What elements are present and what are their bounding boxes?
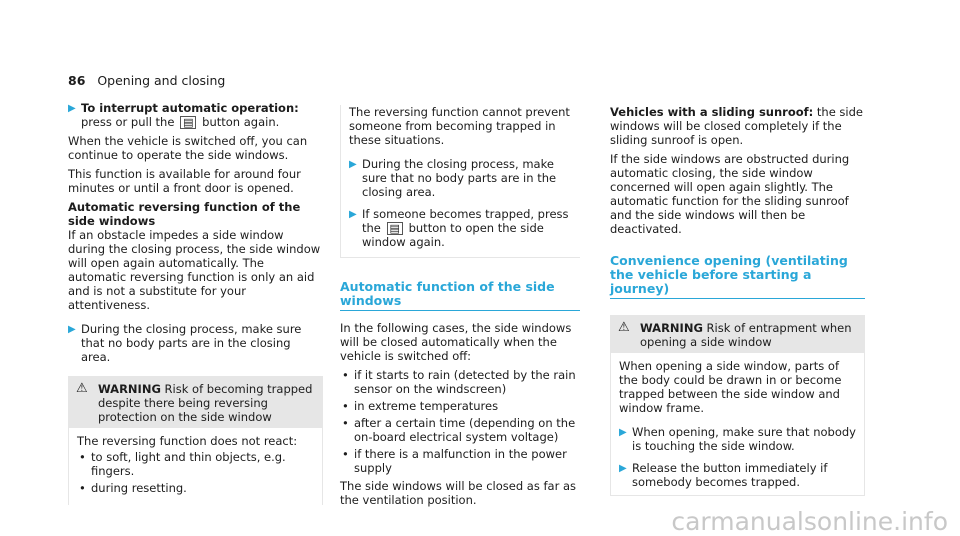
para-availability: This function is available for around four minutes or until a front door is opened.	[68, 167, 301, 195]
convenience-opening-heading: Convenience opening (ventilating the vehicle before starting a journey)	[610, 254, 865, 299]
step-closing-area: ▶ During the closing process, make sure that no body parts are in the closing area.	[68, 322, 302, 364]
arrow-icon: ▶	[68, 103, 76, 114]
arrow-icon: ▶	[349, 209, 357, 220]
column-3	[610, 105, 865, 496]
section-title: Opening and closing	[97, 73, 226, 88]
step-trapped: ▶ If someone becomes trapped, press the ▤ button to open the side window again.	[349, 207, 569, 249]
arrow-icon: ▶	[68, 324, 76, 335]
auto-function-intro: In the following cases, the side windows will be closed automatically when the vehicle is switched off:	[340, 321, 572, 363]
window-switch-icon: ▤	[387, 222, 403, 235]
auto-function-heading: Automatic function of the side windows	[340, 280, 580, 311]
list-item: • during resetting.	[77, 481, 314, 495]
page-header	[68, 74, 225, 88]
arrow-icon: ▶	[349, 159, 357, 170]
auto-reversing-text: If an obstacle impedes a side window during the closing process, the side window will open again automatically. The automatic reversing function is only an aid and is not a substitute for your attentiveness.	[68, 228, 321, 312]
window-switch-icon: ▤	[180, 116, 196, 129]
list-item: • if there is a malfunction in the power supply	[340, 447, 580, 475]
obstructed-text: If the side windows are obstructed during automatic closing, the side window concerned will open again slightly. The automatic function for the sliding sunroof and the side windows will then be deactivated.	[610, 152, 850, 236]
auto-function-list	[340, 368, 580, 475]
column-1	[68, 101, 323, 505]
sunroof-text: Vehicles with a sliding sunroof: the side windows will be closed completely if the sliding sunroof is open.	[610, 105, 863, 147]
warning-triangle-icon: ⚠	[76, 381, 88, 396]
step-interrupt: ▶ To interrupt automatic operation: press or pull the ▤ button again.	[68, 101, 299, 129]
step-closing-area: ▶ During the closing process, make sure that no body parts are in the closing area.	[349, 157, 557, 199]
warning-triangle-icon: ⚠	[618, 320, 630, 335]
list-item: • to soft, light and thin objects, e.g. fingers.	[77, 450, 314, 478]
warning-list	[77, 450, 314, 495]
step-opening: ▶ When opening, make sure that nobody is touching the side window.	[619, 425, 856, 453]
warning-box-trapped: ⚠ WARNING Risk of becoming trapped despite there being reversing protection on the side window The reversing function does not react: • to soft, light and thin objects, e.g. fingers. • during resetting.	[68, 376, 323, 505]
column-2	[340, 105, 580, 512]
list-item: • after a certain time (depending on the on-board electrical system voltage)	[340, 416, 580, 444]
para-switched-off: When the vehicle is switched off, you can continue to operate the side windows.	[68, 134, 308, 162]
auto-reversing-heading: Automatic reversing function of the side windows	[68, 200, 301, 228]
list-item: • in extreme temperatures	[340, 399, 580, 413]
arrow-icon: ▶	[619, 463, 627, 474]
arrow-icon: ▶	[619, 427, 627, 438]
warning-box-continued: The reversing function cannot prevent someone from becoming trapped in these situations. ▶ During the closing process, make sure that no body parts are in the closing area. ▶ If someone becomes trapped, press the ▤ button to open the side window again.	[340, 105, 580, 258]
warning-box-entrapment: ⚠ WARNING Risk of entrapment when opening a side window When opening a side window, parts of the body could be drawn in or become trapped between the side window and window frame. ▶ When opening, make sure that nobody is touching the side window. ▶ Release the button immediately if somebody becomes trapped.	[610, 315, 865, 496]
ventilation-text: The side windows will be closed as far as the ventilation position.	[340, 479, 577, 507]
page-number: 86	[68, 73, 86, 88]
list-item: • if it starts to rain (detected by the rain sensor on the windscreen)	[340, 368, 580, 396]
step-release: ▶ Release the button immediately if somebody becomes trapped.	[619, 461, 828, 489]
watermark: carmanualsonline.info	[671, 507, 948, 536]
